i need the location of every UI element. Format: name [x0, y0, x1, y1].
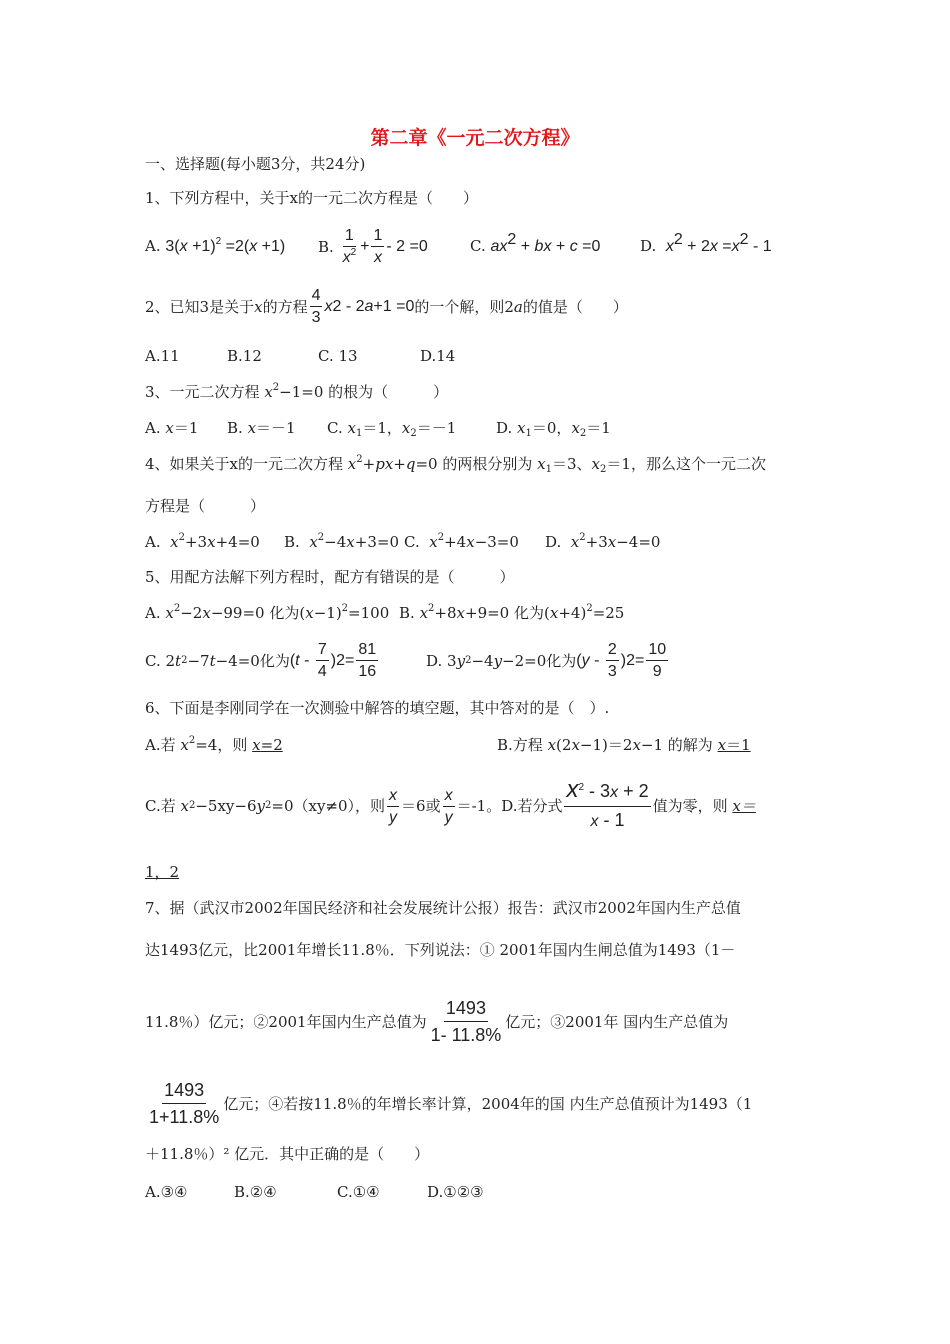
fraction: $\frac{2}{3}$	[607, 641, 617, 680]
fraction: $\frac{x}{y}$	[389, 786, 398, 826]
question-3-option-c: C. $x_1=1$，$x_2=-1$	[327, 419, 457, 439]
fraction: $\frac{1}{x^2}$	[342, 227, 357, 266]
question-5-option-c: C. 2 t 2 −7 t −4=0 化为 ( t - $\frac{7}{4}$ ) 2 = $\frac{81}{16}$	[145, 641, 377, 680]
question-2-option-d: D.14	[420, 347, 456, 365]
question-2-stem: 2、已知3是关于 x 的方程 $\frac{4}{3}$ x 2 - 2 a +1 =0 的一个解，则2 a 的值是（ ）	[145, 287, 628, 326]
fraction: $\frac{10}{9}$	[648, 641, 667, 680]
question-4-option-b: B. $x^2-4x+3=0$	[284, 532, 399, 551]
question-7-option-a: A.③④	[145, 1183, 188, 1201]
question-4-stem-cont: 方程是（ ）	[145, 497, 266, 515]
question-2-option-c: C. 13	[318, 347, 358, 365]
question-5-option-a: A. $x^2-2x-99=0$ 化为$(x-1)^2=100$	[145, 603, 390, 622]
section-heading: 一、选择题(每小题3分，共24分)	[145, 155, 366, 173]
equation: $3(x +1)^2 =2(x +1)$	[165, 236, 286, 255]
question-3-stem: 3、一元二次方程 $x^2-1=0$ 的根为（ ）	[145, 382, 449, 401]
fraction: $\frac{x}{y}$	[444, 786, 453, 826]
question-7-line-4: $\frac{1493}{1+11.8\%}$ 亿元；④若按11.8％的年增长率计算，2004年的国 内生产总值预计为1493（1	[149, 1080, 753, 1127]
question-6-option-c: C.若 x 2 −5xy−6 y 2 =0 （xy≠0），则 $\frac{x}{y}$ ＝6或 $\frac{x}{y}$ ＝-1。 D.若分式 $\frac{x^2 - 3x + 2}{x - 1}$ 值为零，则 x＝	[145, 778, 756, 834]
fraction: $\frac{1493}{1- 11.8\%}$	[430, 998, 502, 1045]
fraction: $\frac{1}{x}$	[373, 227, 383, 266]
question-6-answer-cont: 1，2	[145, 863, 180, 881]
question-7-line-1: 7、据（武汉市2002年国民经济和社会发展统计公报）报告：武汉市2002年国内生产总值	[145, 899, 741, 917]
question-5-option-b: B. $x^2+8x+9=0$ 化为$(x+4)^2=25$	[399, 603, 625, 622]
question-2-option-a: A.11	[145, 347, 180, 365]
fraction: $\frac{1493}{1+11.8\%}$	[149, 1080, 220, 1127]
question-3-option-d: D. $x_1=0$，$x_2=1$	[496, 419, 611, 439]
question-1-option-b: B. $\frac{1}{x^2}$ + $\frac{1}{x}$ - 2 =0	[318, 227, 428, 266]
question-1-option-a: A. $3(x +1)^2 =2(x +1)$	[145, 236, 286, 255]
question-7-option-b: B.②④	[234, 1183, 277, 1201]
question-2-option-b: B.12	[227, 347, 262, 365]
question-5-stem: 5、用配方法解下列方程时，配方有错误的是（ ）	[145, 568, 515, 586]
question-6-option-b: B.方程 x(2x−1)＝2x−1 的解为 x＝1	[497, 736, 751, 754]
question-4-option-d: D. $x^2+3x-4=0$	[545, 532, 661, 551]
question-7-line-2: 达1493亿元，比2001年增长11.8％．下列说法：① 2001年国内生闸总值为1493（1－	[145, 941, 736, 959]
question-4-option-c: C. $x^2+4x-3=0$	[404, 532, 519, 551]
question-7-option-d: D.①②③	[427, 1183, 484, 1201]
question-1-option-c: C. $ax^2$ + bx + c =0	[470, 231, 601, 255]
question-6-stem: 6、下面是李刚同学在一次测验中解答的填空题，其中答对的是（ ）.	[145, 699, 610, 717]
fraction: $\frac{81}{16}$	[358, 641, 377, 680]
fraction: $\frac{4}{3}$	[311, 287, 321, 326]
question-1-option-d: D. $x^2 + 2x =x^2 - 1$	[640, 231, 772, 255]
fraction: $\frac{x^2 - 3x + 2}{x - 1}$	[566, 776, 649, 830]
question-4-option-a: A. $x^2+3x+4=0$	[145, 532, 260, 551]
question-7-line-5: ＋11.8％）² 亿元．其中正确的是（ ）	[145, 1145, 430, 1163]
question-3-option-a: A. x＝1	[145, 419, 199, 437]
question-1-stem: 1、下列方程中，关于x的一元二次方程是（ ）	[145, 189, 479, 207]
question-7-line-3: 11.8％）亿元；②2001年国内生产总值为 $\frac{1493}{1- 11.8\%}$ 亿元；③2001年 国内生产总值为	[145, 998, 729, 1045]
question-5-option-d: D. 3 y 2 −4 y −2=0 化为 ( y - $\frac{2}{3}$ ) 2 = $\frac{10}{9}$	[426, 641, 667, 680]
page-title: 第二章《一元二次方程》	[370, 127, 580, 149]
question-7-option-c: C.①④	[337, 1183, 380, 1201]
question-3-option-b: B. x＝－1	[227, 419, 296, 437]
fraction: $\frac{7}{4}$	[317, 641, 327, 680]
question-6-option-a: A.若 $x^2=4$，则 x=2	[145, 735, 283, 754]
question-4-stem: 4、如果关于x的一元二次方程 $x^2+px+q=0$ 的两根分别为 $x_1=3$、$x_2=1$，那么这个一元二次	[145, 454, 766, 475]
